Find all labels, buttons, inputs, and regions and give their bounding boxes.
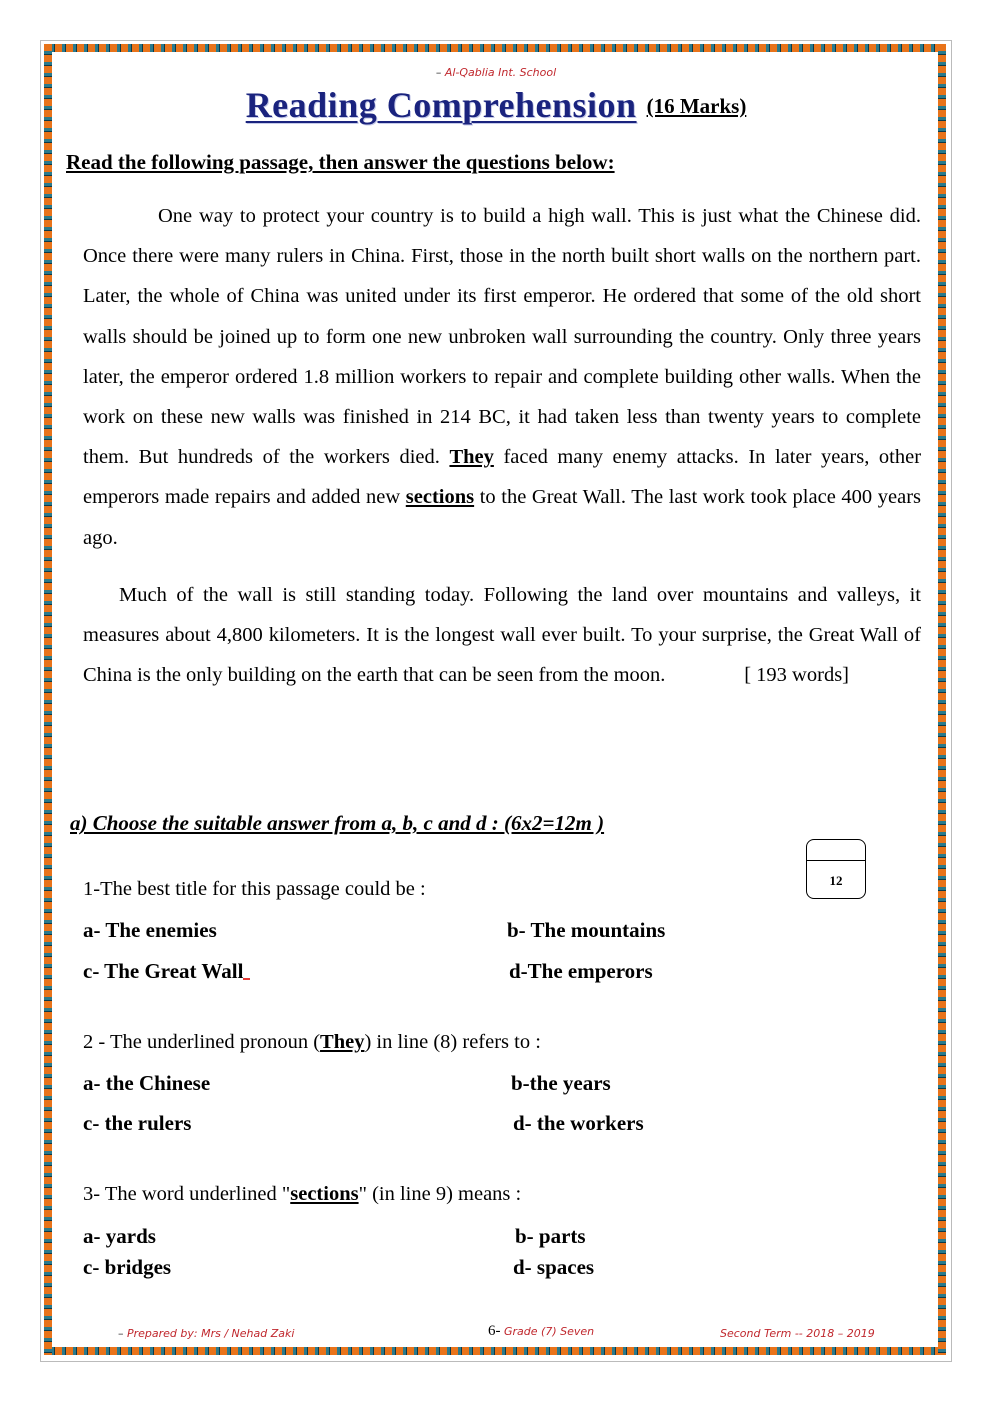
- total-marks: (16 Marks): [646, 94, 747, 118]
- score-box: [806, 839, 866, 899]
- underlined-word-they: They: [449, 446, 494, 469]
- q3-option-d[interactable]: d- spaces: [513, 1255, 595, 1279]
- paragraph-1: One way to protect your country is to build a high wall. This is just what the Chinese did. Once there were many rulers in China. First, those in the north built short walls on the northern part. Later, the whole of China was united under its first emperor. He ordered that some of the old short walls should be joined up to form one new unbroken wall surrounding the country. Only three years later, the emperor ordered 1.8 million workers to repair and complete building other walls. When the work on these new walls was finished in 214 BC, it had taken less than twenty years to complete them. But hundreds of the workers died. They faced many enemy attacks. In later years, other emperors made repairs and added new sections to the Great Wall. The last work took place 400 years ago.: [83, 205, 922, 549]
- decorative-border-left: [44, 44, 52, 1355]
- answer-mark: [243, 960, 250, 980]
- word-count: [ 193 words]: [744, 664, 849, 687]
- section-a-title: a) Choose the suitable answer from a, b, c and d : (6x2=12m ): [70, 811, 605, 835]
- q3-option-a[interactable]: a- yards: [83, 1224, 156, 1248]
- q2-option-b[interactable]: b-the years: [511, 1071, 611, 1095]
- q1-option-b[interactable]: b- The mountains: [507, 918, 666, 942]
- page-header: [0, 84, 992, 126]
- instruction: Read the following passage, then answer the questions below:: [66, 150, 615, 174]
- decorative-border-top: [44, 44, 946, 52]
- question-1: 1-The best title for this passage could be :: [83, 878, 426, 900]
- q1-option-d[interactable]: d-The emperors: [509, 959, 653, 983]
- paragraph-2: Much of the wall is still standing today. Following the land over mountains and valleys, it measures about 4,800 kilometers. It is the longest wall ever built. To your surprise, the Great Wall of China is the only building on the earth that can be seen from the moon. [ 193 words]: [83, 575, 921, 696]
- decorative-border-bottom: [44, 1347, 946, 1355]
- reading-passage: [83, 196, 921, 695]
- school-name: – Al-Qablia Int. School: [435, 66, 557, 79]
- decorative-border-right: [938, 44, 946, 1355]
- q2-option-a[interactable]: a- the Chinese: [83, 1071, 211, 1095]
- q2-option-d[interactable]: d- the workers: [513, 1111, 644, 1135]
- q2-option-c[interactable]: c- the rulers: [83, 1111, 192, 1135]
- q3-option-b[interactable]: b- parts: [515, 1224, 586, 1248]
- footer-term: Second Term -- 2018 – 2019: [720, 1327, 875, 1340]
- question-3: 3- The word underlined "sections" (in line 9) means :: [83, 1183, 522, 1205]
- footer-prepared-by: – Prepared by: Mrs / Nehad Zaki: [118, 1327, 295, 1340]
- q1-option-a[interactable]: a- The enemies: [83, 918, 217, 942]
- q3-option-c[interactable]: c- bridges: [83, 1255, 172, 1279]
- page-title: Reading Comprehension: [245, 85, 637, 125]
- footer-page: 6- Grade (7) Seven: [488, 1323, 595, 1339]
- question-2: 2 - The underlined pronoun (They) in line (8) refers to :: [83, 1031, 541, 1053]
- underlined-word-sections: sections: [405, 486, 475, 509]
- score-value: 12: [829, 873, 843, 888]
- q1-option-c[interactable]: c- The Great Wall: [83, 959, 250, 984]
